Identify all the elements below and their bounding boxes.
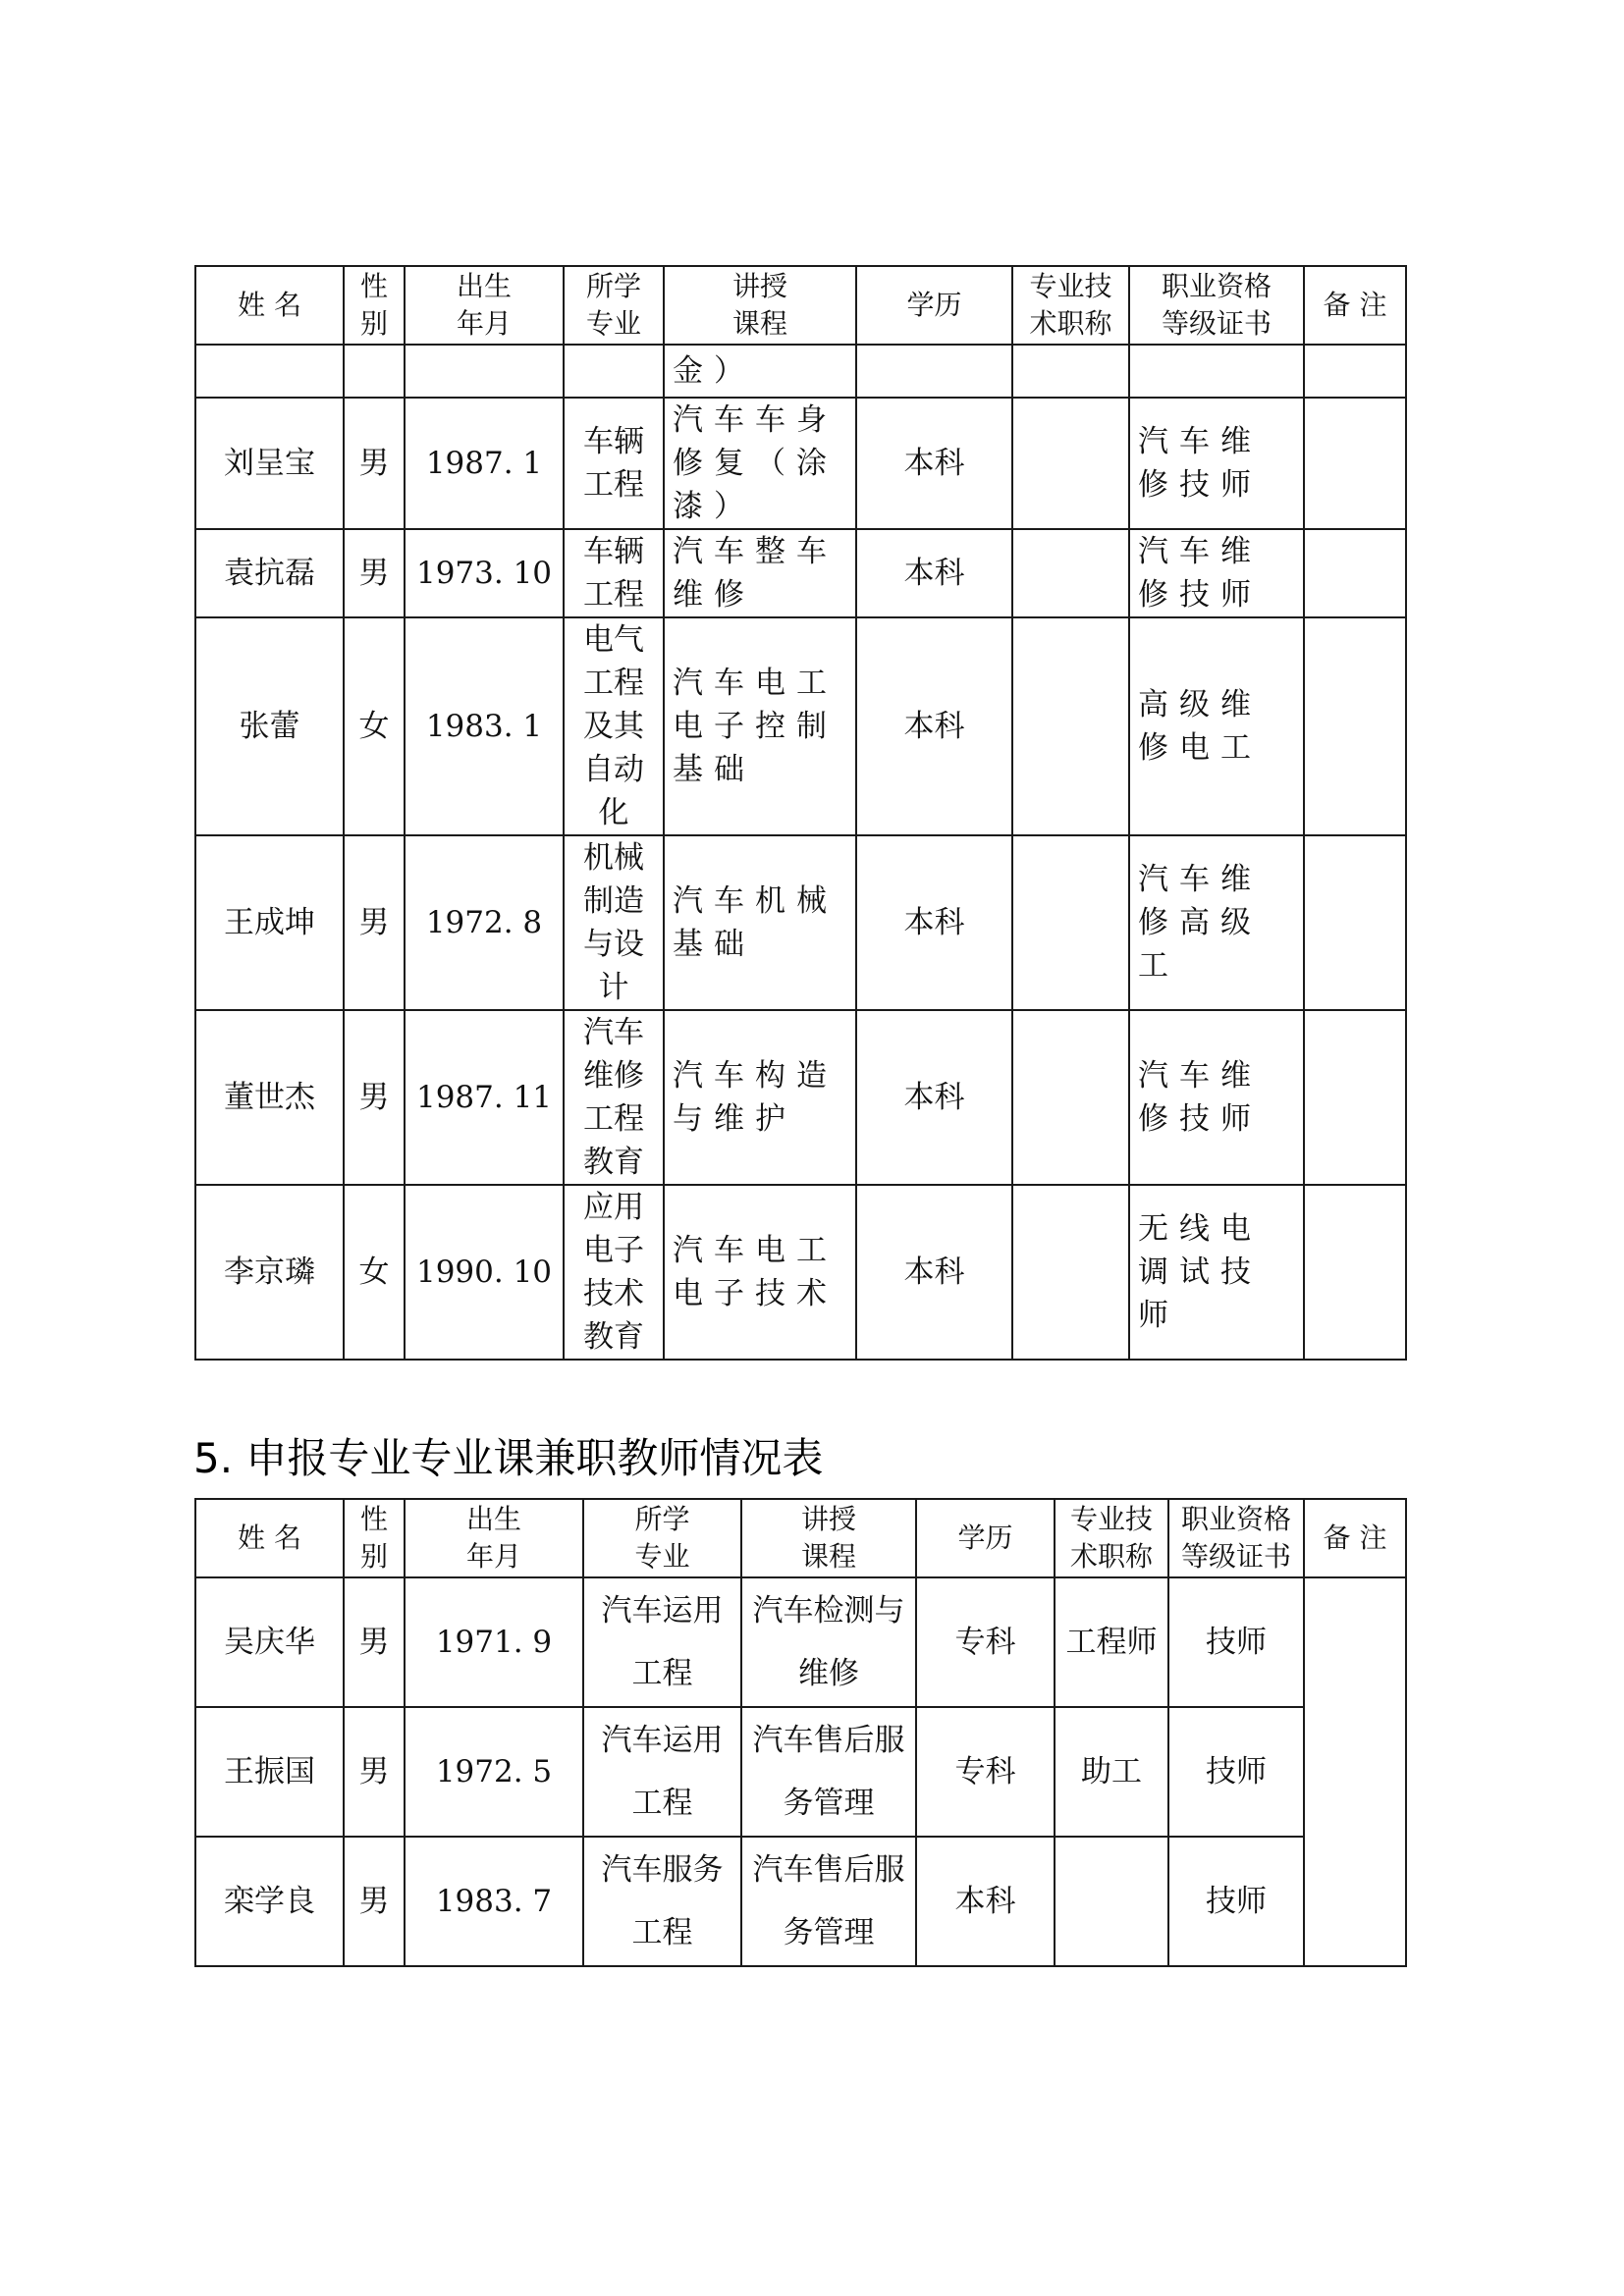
cell-gender: 男 (344, 1837, 405, 1966)
cell-birth: 1987. 1 (405, 398, 564, 529)
part-time-teacher-table (194, 1498, 1407, 1967)
header-gender: 性 别 (344, 1499, 405, 1577)
cell-cert: 无线电调试技师 (1129, 1185, 1304, 1360)
table-row (195, 1707, 1406, 1837)
cell-remark (1304, 617, 1406, 835)
cell-gender: 男 (344, 1010, 405, 1185)
cell-title (1012, 835, 1129, 1010)
cell-gender: 女 (344, 1185, 405, 1360)
cell-remark (1304, 345, 1406, 398)
cell-birth: 1973. 10 (405, 529, 564, 617)
cell-birth: 1972. 8 (405, 835, 564, 1010)
cell-cert: 汽车维修高级工 (1129, 835, 1304, 1010)
cell-birth: 1987. 11 (405, 1010, 564, 1185)
table-row (195, 398, 1406, 529)
cell-remark (1304, 398, 1406, 529)
cell-birth: 1990. 10 (405, 1185, 564, 1360)
cell-name: 王振国 (195, 1707, 344, 1837)
header-name: 姓 名 (195, 1499, 344, 1577)
cell-cert: 技师 (1168, 1837, 1304, 1966)
header-birth: 出生 年月 (405, 1499, 583, 1577)
header-education: 学历 (856, 266, 1012, 345)
cell-course: 金） (664, 345, 856, 398)
cell-remark (1304, 1577, 1406, 1966)
cell-name: 袁抗磊 (195, 529, 344, 617)
cell-name: 刘呈宝 (195, 398, 344, 529)
header-major: 所学 专业 (583, 1499, 741, 1577)
cell-major: 机械制造与设计 (564, 835, 664, 1010)
cell-name: 张蕾 (195, 617, 344, 835)
cell-name (195, 345, 344, 398)
cell-birth: 1971. 9 (405, 1577, 583, 1707)
table-row (195, 529, 1406, 617)
cell-title (1012, 617, 1129, 835)
cell-education: 专科 (916, 1707, 1055, 1837)
cell-education: 本科 (856, 1010, 1012, 1185)
cell-education: 本科 (856, 617, 1012, 835)
header-major: 所学 专业 (564, 266, 664, 345)
cell-remark (1304, 1010, 1406, 1185)
cell-birth: 1972. 5 (405, 1707, 583, 1837)
cell-major: 车辆工程 (564, 529, 664, 617)
cell-cert: 汽车维修技师 (1129, 398, 1304, 529)
cell-major: 电气工程及其自动化 (564, 617, 664, 835)
cell-gender: 男 (344, 529, 405, 617)
header-gender: 性 别 (344, 266, 405, 345)
cell-course: 汽车电工电子技术 (664, 1185, 856, 1360)
table-row (195, 1185, 1406, 1360)
cell-course: 汽车构造与维护 (664, 1010, 856, 1185)
cell-title: 工程师 (1055, 1577, 1168, 1707)
cell-education: 本科 (856, 529, 1012, 617)
cell-course: 汽车售后服务管理 (741, 1707, 916, 1837)
table-header-row (195, 1499, 1406, 1577)
cell-title (1012, 1010, 1129, 1185)
header-title: 专业技 术职称 (1055, 1499, 1168, 1577)
cell-cert: 高级维修电工 (1129, 617, 1304, 835)
cell-education: 专科 (916, 1577, 1055, 1707)
table-row (195, 1010, 1406, 1185)
cell-remark (1304, 529, 1406, 617)
cell-major: 汽车运用工程 (583, 1577, 741, 1707)
cell-education: 本科 (916, 1837, 1055, 1966)
section-title: 5. 申报专业专业课兼职教师情况表 (193, 1434, 824, 1482)
cell-major (564, 345, 664, 398)
teacher-table (194, 265, 1407, 1361)
cell-course: 汽车检测与维修 (741, 1577, 916, 1707)
cell-education: 本科 (856, 398, 1012, 529)
cell-gender: 男 (344, 1577, 405, 1707)
cell-title: 助工 (1055, 1707, 1168, 1837)
cell-name: 栾学良 (195, 1837, 344, 1966)
cell-gender: 男 (344, 398, 405, 529)
table-header-row (195, 266, 1406, 345)
header-remark: 备 注 (1304, 266, 1406, 345)
cell-birth (405, 345, 564, 398)
cell-cert: 技师 (1168, 1707, 1304, 1837)
table-row (195, 1837, 1406, 1966)
table-row (195, 617, 1406, 835)
header-course: 讲授 课程 (664, 266, 856, 345)
cell-course: 汽车整车维修 (664, 529, 856, 617)
cell-title (1012, 345, 1129, 398)
cell-name: 董世杰 (195, 1010, 344, 1185)
table-row (195, 835, 1406, 1010)
cell-birth: 1983. 7 (405, 1837, 583, 1966)
cell-major: 汽车维修工程教育 (564, 1010, 664, 1185)
header-course: 讲授 课程 (741, 1499, 916, 1577)
header-name: 姓 名 (195, 266, 344, 345)
header-remark: 备 注 (1304, 1499, 1406, 1577)
cell-remark (1304, 1185, 1406, 1360)
cell-major: 应用电子技术教育 (564, 1185, 664, 1360)
cell-cert: 汽车维修技师 (1129, 529, 1304, 617)
cell-education: 本科 (856, 1185, 1012, 1360)
header-education: 学历 (916, 1499, 1055, 1577)
cell-remark (1304, 835, 1406, 1010)
table-row (195, 1577, 1406, 1707)
header-cert: 职业资格 等级证书 (1129, 266, 1304, 345)
cell-education: 本科 (856, 835, 1012, 1010)
cell-title (1012, 1185, 1129, 1360)
cell-major: 汽车运用工程 (583, 1707, 741, 1837)
cell-name: 吴庆华 (195, 1577, 344, 1707)
cell-gender (344, 345, 405, 398)
cell-major: 汽车服务工程 (583, 1837, 741, 1966)
header-birth: 出生 年月 (405, 266, 564, 345)
cell-cert: 技师 (1168, 1577, 1304, 1707)
cell-title (1012, 398, 1129, 529)
cell-gender: 男 (344, 835, 405, 1010)
cell-education (856, 345, 1012, 398)
cell-course: 汽车机械基础 (664, 835, 856, 1010)
cell-name: 王成坤 (195, 835, 344, 1010)
cell-major: 车辆工程 (564, 398, 664, 529)
cell-course: 汽车车身修复（涂漆） (664, 398, 856, 529)
cell-course: 汽车售后服务管理 (741, 1837, 916, 1966)
cell-title (1012, 529, 1129, 617)
header-title: 专业技 术职称 (1012, 266, 1129, 345)
cell-course: 汽车电工电子控制基础 (664, 617, 856, 835)
table-row (195, 345, 1406, 398)
cell-gender: 男 (344, 1707, 405, 1837)
cell-birth: 1983. 1 (405, 617, 564, 835)
cell-gender: 女 (344, 617, 405, 835)
cell-cert (1129, 345, 1304, 398)
cell-title (1055, 1837, 1168, 1966)
cell-name: 李京璘 (195, 1185, 344, 1360)
cell-cert: 汽车维修技师 (1129, 1010, 1304, 1185)
header-cert: 职业资格 等级证书 (1168, 1499, 1304, 1577)
